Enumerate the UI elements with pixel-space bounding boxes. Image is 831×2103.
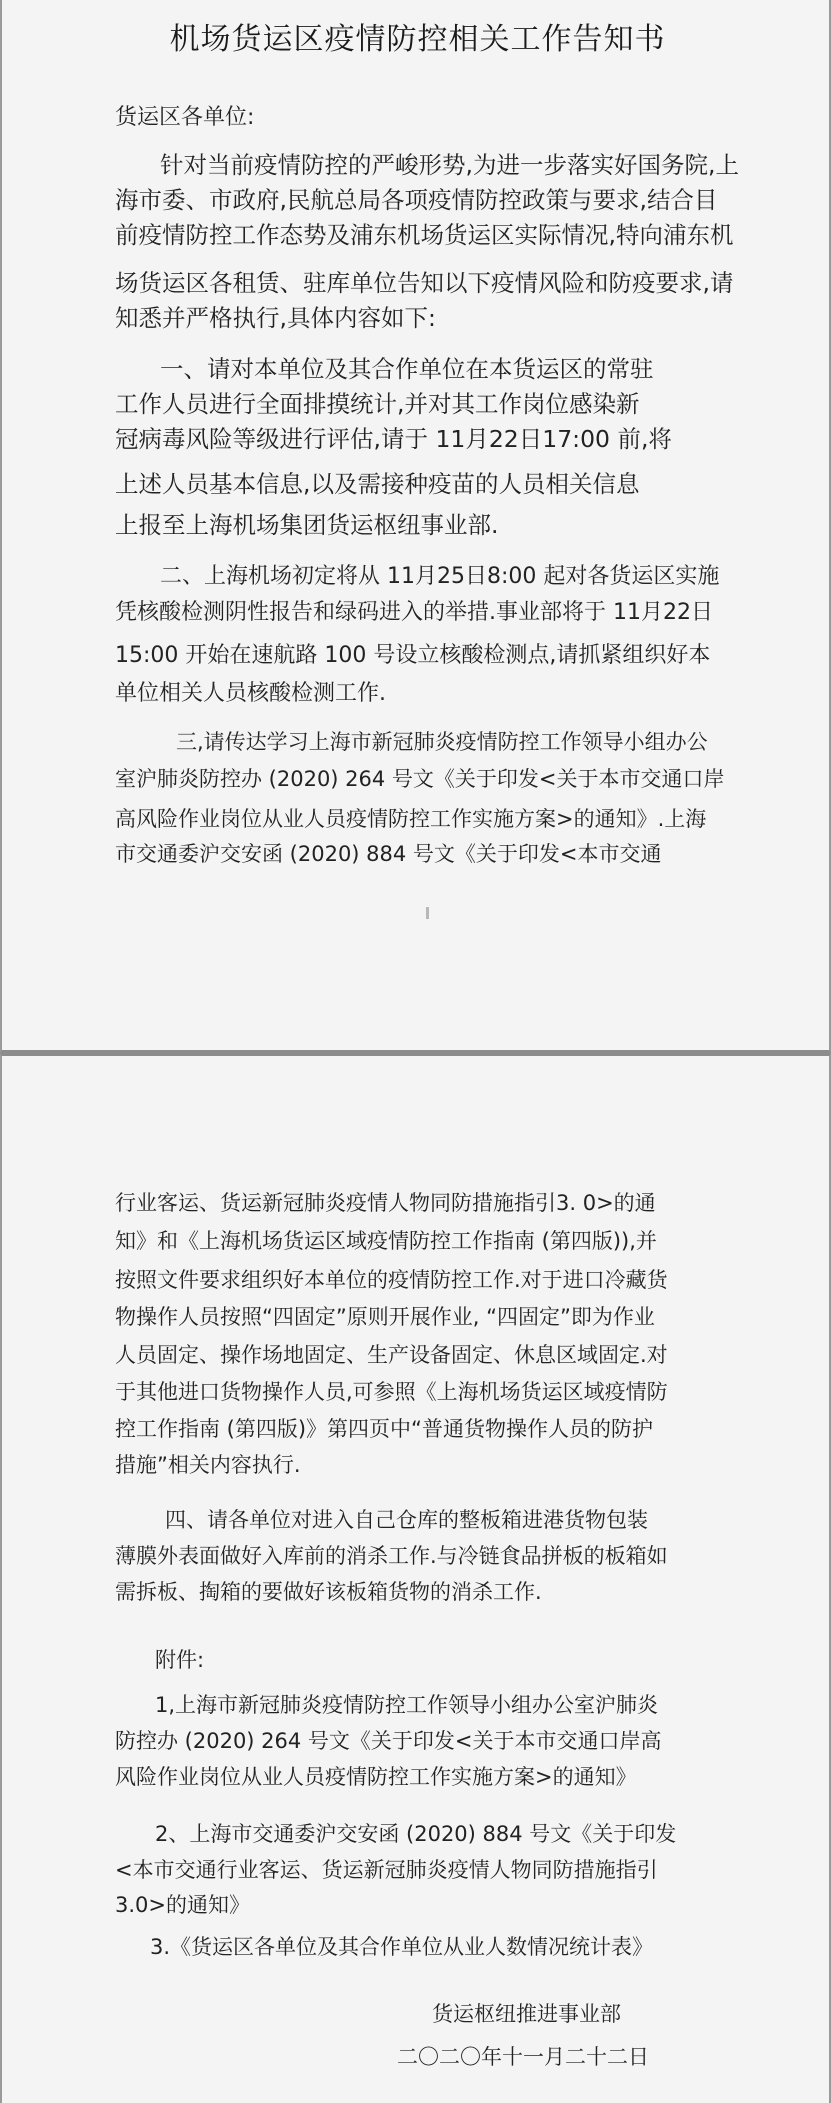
item3-line: 室沪肺炎防控办 (2020) 264 号文《关于印发<关于本市交通口岸 <box>115 767 725 791</box>
signature-org: 货运枢纽推进事业部 <box>432 2002 621 2026</box>
item4-line: 需拆板、掏箱的要做好该板箱货物的消杀工作. <box>115 1580 542 1604</box>
attachment-1-line: 风险作业岗位从业人员疫情防控工作实施方案>的通知》 <box>115 1765 637 1789</box>
signature-date: 二〇二〇年十一月二十二日 <box>397 2045 649 2069</box>
item1-line: 上述人员基本信息,以及需接种疫苗的人员相关信息 <box>115 470 640 498</box>
item3-cont-line: 控工作指南 (第四版)》第四页中“普通货物操作人员的防护 <box>115 1417 653 1441</box>
attachment-2-line: <本市交通行业客运、货运新冠肺炎疫情人物同防措施指引 <box>115 1858 658 1882</box>
intro-line: 知悉并严格执行,具体内容如下: <box>115 304 436 332</box>
item3-line: 市交通委沪交安函 (2020) 884 号文《关于印发<本市交通 <box>115 842 662 866</box>
item1-line: 上报至上海机场集团货运枢纽事业部. <box>115 511 499 539</box>
item3-line: 三,请传达学习上海市新冠肺炎疫情防控工作领导小组办公 <box>176 730 708 754</box>
item3-cont-line: 按照文件要求组织好本单位的疫情防控工作.对于进口冷藏货 <box>115 1268 668 1292</box>
item1-line: 工作人员进行全面排摸统计,并对其工作岗位感染新 <box>115 390 640 418</box>
page-title: 机场货运区疫情防控相关工作告知书 <box>169 22 666 57</box>
salutation: 货运区各单位: <box>115 105 255 130</box>
item1-line: 一、请对本单位及其合作单位在本货运区的常驻 <box>160 355 654 383</box>
attachment-1-line: 1,上海市新冠肺炎疫情防控工作领导小组办公室沪肺炎 <box>155 1693 659 1717</box>
item3-cont-line: 于其他进口货物操作人员,可参照《上海机场货运区域疫情防 <box>115 1380 668 1404</box>
attachment-2-line: 2、上海市交通委沪交安函 (2020) 884 号文《关于印发 <box>155 1822 677 1846</box>
intro-line: 海市委、市政府,民航总局各项疫情防控政策与要求,结合目 <box>115 186 718 214</box>
item2-line: 凭核酸检测阴性报告和绿码进入的举措.事业部将于 11月22日 <box>115 600 713 625</box>
intro-line: 前疫情防控工作态势及浦东机场货运区实际情况,特向浦东机 <box>115 221 734 249</box>
item3-cont-line: 知》和《上海机场货运区域疫情防控工作指南 (第四版)),并 <box>115 1229 657 1253</box>
attachment-1-line: 防控办 (2020) 264 号文《关于印发<关于本市交通口岸高 <box>115 1729 662 1753</box>
attachment-2-line: 3.0>的通知》 <box>115 1893 250 1917</box>
item3-cont-line: 物操作人员按照“四固定”原则开展作业, “四固定”即为作业 <box>115 1305 655 1329</box>
item3-cont-line: 行业客运、货运新冠肺炎疫情人物同防措施指引3. 0>的通 <box>115 1191 656 1215</box>
item4-line: 薄膜外表面做好入库前的消杀工作.与冷链食品拼板的板箱如 <box>115 1544 668 1568</box>
item3-cont-line: 人员固定、操作场地固定、生产设备固定、休息区域固定.对 <box>115 1343 668 1367</box>
item3-line: 高风险作业岗位从业人员疫情防控工作实施方案>的通知》.上海 <box>115 807 707 831</box>
intro-line: 针对当前疫情防控的严峻形势,为进一步落实好国务院,上 <box>160 151 739 179</box>
item4-line: 四、请各单位对进入自己仓库的整板箱进港货物包装 <box>165 1508 648 1532</box>
item2-line: 单位相关人员核酸检测工作. <box>115 681 386 706</box>
document-page-2 <box>0 1053 831 2103</box>
attachment-3: 3.《货运区各单位及其合作单位从业人数情况统计表》 <box>150 1935 654 1959</box>
intro-line: 场货运区各租赁、驻库单位告知以下疫情风险和防疫要求,请 <box>115 269 734 297</box>
attachments-label: 附件: <box>155 1648 205 1672</box>
scan-mark <box>426 907 429 919</box>
item2-line: 二、上海机场初定将从 11月25日8:00 起对各货运区实施 <box>160 564 720 589</box>
item2-line: 15:00 开始在速航路 100 号设立核酸检测点,请抓紧组织好本 <box>115 643 711 668</box>
item3-cont-line: 措施”相关内容执行. <box>115 1453 301 1477</box>
item1-line: 冠病毒风险等级进行评估,请于 11月22日17:00 前,将 <box>115 425 672 453</box>
